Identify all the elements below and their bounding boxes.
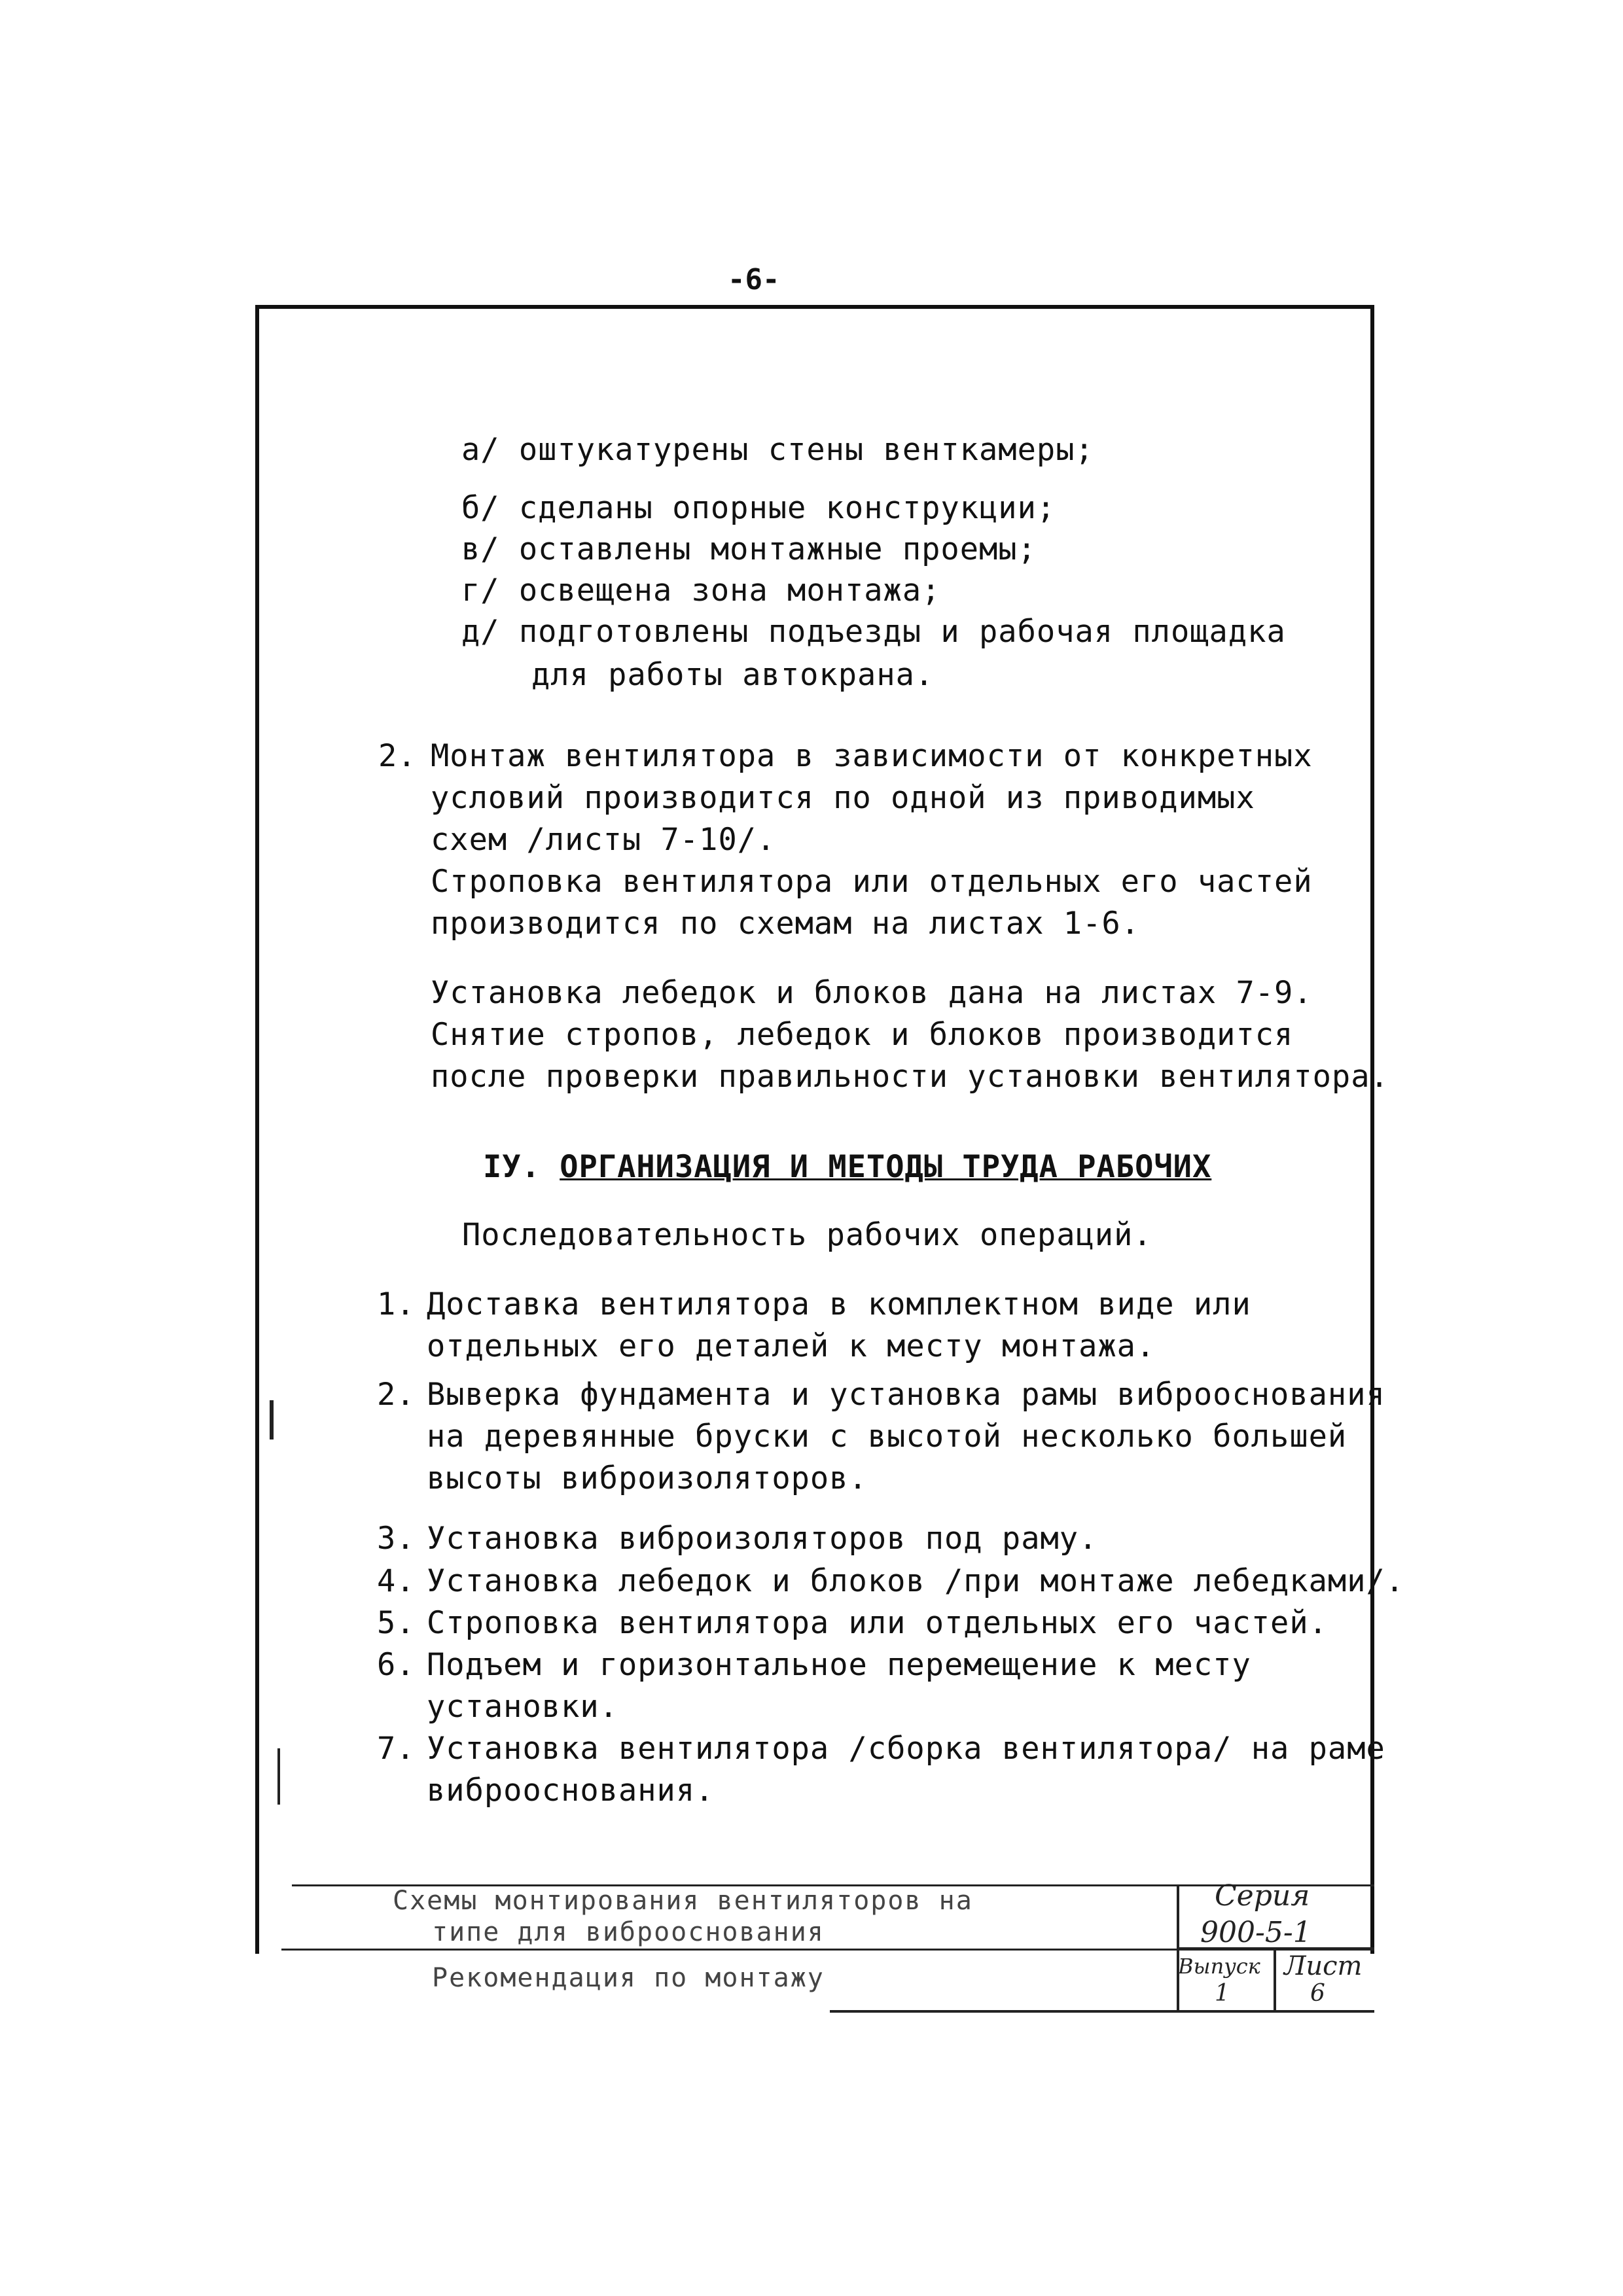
operation-marker: 6. xyxy=(377,1647,416,1683)
operation-line: Строповка вентилятора или отдельных его частей. xyxy=(427,1605,1328,1641)
title-block-line xyxy=(830,2010,1374,2013)
item-line: производится по схемам на листах 1-6. xyxy=(431,906,1140,942)
operation-line: Выверка фундамента и установка рамы виброоснования xyxy=(427,1377,1385,1413)
operation-line: Установка виброизоляторов под раму. xyxy=(427,1521,1098,1557)
item-line: условий производится по одной из приводимых xyxy=(431,780,1255,816)
sub-item xyxy=(461,487,1056,529)
sheet-value: 6 xyxy=(1310,1980,1325,2007)
title-block-divider xyxy=(1274,1949,1276,2010)
operation-line: установки. xyxy=(427,1689,618,1725)
sheet-label: Лист xyxy=(1284,1951,1363,1981)
title-block-line-2: типе для виброоснования xyxy=(432,1917,825,1947)
sub-item-text: освещена зона монтажа; xyxy=(518,573,941,609)
section-heading xyxy=(483,1146,1211,1188)
operation-line: высоты виброизоляторов. xyxy=(427,1460,868,1496)
series-label: Серия xyxy=(1215,1879,1310,1913)
subtitle: Последовательность рабочих операций. xyxy=(462,1217,1152,1253)
paragraph-line: после проверки правильности установки вентилятора. xyxy=(431,1059,1389,1095)
operation-marker: 4. xyxy=(377,1563,416,1599)
title-block-line-3: Рекомендация по монтажу xyxy=(432,1963,825,1993)
operation-line: на деревянные бруски с высотой несколько большей xyxy=(427,1419,1347,1455)
operation-line: Установка лебедок и блоков /при монтаже лебедками/. xyxy=(427,1563,1405,1599)
margin-mark xyxy=(277,1748,280,1805)
margin-mark xyxy=(270,1400,274,1439)
issue-value: 1 xyxy=(1215,1980,1230,2007)
section-title: ОРГАНИЗАЦИЯ И МЕТОДЫ ТРУДА РАБОЧИХ xyxy=(560,1149,1212,1185)
sub-item xyxy=(461,570,940,612)
operation-marker: 7. xyxy=(377,1731,416,1767)
sub-item-marker: г/ xyxy=(461,573,500,609)
sub-item-continuation: для работы автокрана. xyxy=(531,657,935,693)
item-line: схем /листы 7-10/. xyxy=(431,822,776,858)
sub-item xyxy=(461,529,1037,571)
sub-item-marker: д/ xyxy=(461,614,500,650)
paragraph-line: Снятие стропов, лебедок и блоков производится xyxy=(431,1017,1294,1053)
sub-item xyxy=(461,429,1094,471)
operation-marker: 5. xyxy=(377,1605,416,1641)
sub-item-text: подготовлены подъезды и рабочая площадка xyxy=(518,614,1286,650)
operation-line: Доставка вентилятора в комплектном виде или xyxy=(427,1286,1251,1322)
item-line: Строповка вентилятора или отдельных его частей xyxy=(431,864,1313,900)
sub-item-marker: а/ xyxy=(461,432,500,468)
operation-marker: 1. xyxy=(377,1286,416,1322)
sub-item xyxy=(461,611,1286,653)
operation-line: Установка вентилятора /сборка вентилятора/ на раме xyxy=(427,1731,1385,1767)
item-marker: 2. xyxy=(378,738,417,774)
sub-item-text: оставлены монтажные проемы; xyxy=(518,531,1037,567)
sub-item-text: сделаны опорные конструкции; xyxy=(518,490,1056,526)
title-block-line-1: Схемы монтирования вентиляторов на xyxy=(393,1886,973,1916)
sub-item-marker: в/ xyxy=(461,531,500,567)
item-line: Монтаж вентилятора в зависимости от конкретных xyxy=(431,738,1313,774)
sub-item-marker: б/ xyxy=(461,490,500,526)
series-value: 900-5-1 xyxy=(1200,1916,1311,1949)
operation-line: отдельных его деталей к месту монтажа. xyxy=(427,1328,1156,1364)
operation-marker: 3. xyxy=(377,1521,416,1557)
paragraph-line: Установка лебедок и блоков дана на листах 7-9. xyxy=(431,975,1313,1011)
sub-item-text: оштукатурены стены венткамеры; xyxy=(518,432,1094,468)
operation-marker: 2. xyxy=(377,1377,416,1413)
issue-label: Выпуск xyxy=(1178,1954,1260,1979)
page-number: -6- xyxy=(728,263,780,296)
section-number: IУ. xyxy=(483,1149,541,1185)
operation-line: виброоснования. xyxy=(427,1773,715,1809)
operation-line: Подъем и горизонтальное перемещение к месту xyxy=(427,1647,1251,1683)
